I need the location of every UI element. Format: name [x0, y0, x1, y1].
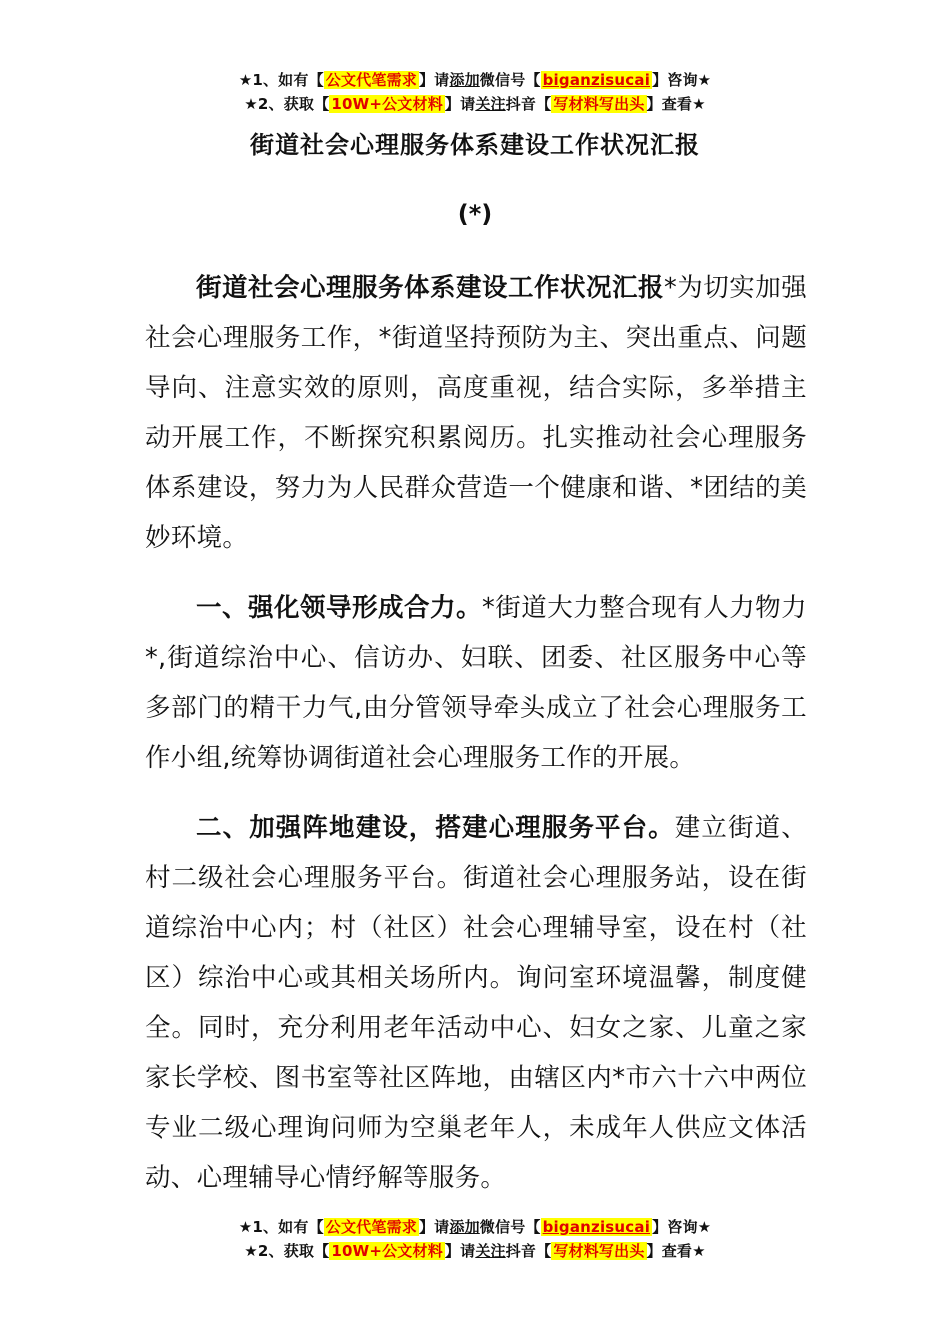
promo-douyin-id: 写材料写出头 — [553, 95, 645, 113]
promo-emphasis: 关注 — [475, 1242, 506, 1260]
promo-highlight: 10W+公文材料 — [331, 1242, 443, 1260]
paragraph-text: *街道大力整合现有人力物力*,街道综治中心、信访办、妇联、团委、社区服务中心等多部门的精干力气,由分管领导牵头成立了社会心理服务工作小组,统筹协调街道社会心理服务工作的开展。 — [145, 593, 807, 773]
paragraph-lead: 街道社会心理服务体系建设工作状况汇报 — [196, 273, 664, 303]
document-title: 街道社会心理服务体系建设工作状况汇报 — [250, 131, 700, 159]
paragraph-text: *为切实加强社会心理服务工作，*街道坚持预防为主、突出重点、问题导向、注意实效的原则，高度重视，结合实际，多举措主动开展工作，不断探究积累阅历。扎实推动社会心理服务体系建设，努力为人民群众营造一个健康和谐、*团结的美妙环境。 — [145, 273, 807, 553]
promo-highlight: 10W+公文材料 — [331, 95, 443, 113]
paragraph-intro — [145, 263, 807, 563]
promo-text: 抖音【 — [505, 95, 552, 113]
promo-line-1 — [0, 1215, 950, 1239]
promo-highlight: 公文代笔需求 — [325, 1218, 417, 1236]
promo-text: ★1、如有【 — [238, 1218, 324, 1236]
promo-emphasis: 添加 — [449, 1218, 480, 1236]
promo-line-2 — [0, 1239, 950, 1263]
promo-wechat-id: biganzisucai — [542, 1218, 651, 1236]
promo-text: 】请 — [418, 71, 450, 89]
promo-text: ★2、获取【 — [244, 1242, 330, 1260]
promo-text: 】查看★ — [646, 1242, 706, 1260]
promo-wechat-id: biganzisucai — [542, 71, 651, 89]
document-body — [145, 263, 807, 1203]
paragraph-section-2 — [145, 803, 807, 1203]
promo-text: ★2、获取【 — [244, 95, 330, 113]
section-heading: 一、强化领导形成合力。 — [196, 593, 482, 623]
promo-text: 抖音【 — [505, 1242, 552, 1260]
promo-highlight: 公文代笔需求 — [325, 71, 417, 89]
promo-line-2 — [0, 92, 950, 116]
promo-text: 】查看★ — [646, 95, 706, 113]
promo-douyin-id: 写材料写出头 — [553, 1242, 645, 1260]
promo-line-1 — [0, 68, 950, 92]
promo-text: 】请 — [418, 1218, 450, 1236]
promo-text: 微信号【 — [479, 1218, 541, 1236]
section-heading: 二、加强阵地建设，搭建心理服务平台。 — [196, 813, 675, 843]
promo-text: 】请 — [444, 1242, 476, 1260]
promo-text: 】咨询★ — [652, 71, 712, 89]
document-subtitle: (*) — [457, 200, 493, 228]
paragraph-section-1 — [145, 583, 807, 783]
promo-text: 】请 — [444, 95, 476, 113]
promo-text: 微信号【 — [479, 71, 541, 89]
paragraph-text: 建立街道、村二级社会心理服务平台。街道社会心理服务站，设在街道综治中心内；村（社区）社会心理辅导室，设在村（社区）综治中心或其相关场所内。询问室环境温馨，制度健全。同时，充分利用老年活动中心、妇女之家、儿童之家家长学校、图书室等社区阵地，由辖区内*市六十六中两位专业二级心理询问师为空巢老年人，未成年人供应文体活动、心理辅导心情纾解等服务。 — [145, 813, 807, 1193]
promo-text: 】咨询★ — [652, 1218, 712, 1236]
promo-emphasis: 关注 — [475, 95, 506, 113]
promo-banner-bottom — [0, 1215, 950, 1263]
promo-banner-top — [0, 68, 950, 116]
promo-text: ★1、如有【 — [238, 71, 324, 89]
promo-emphasis: 添加 — [449, 71, 480, 89]
